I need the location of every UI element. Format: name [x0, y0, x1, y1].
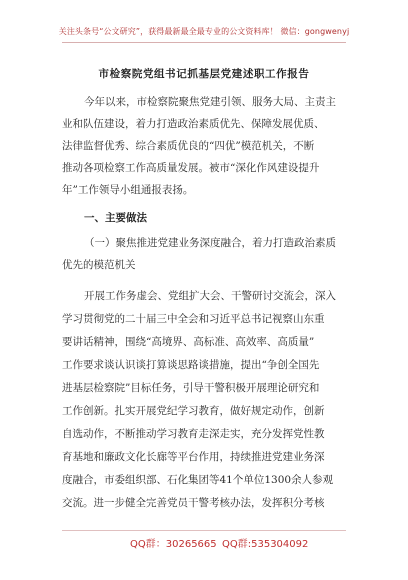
body-line: 工作创新。扎实开展党纪学习教育，做好规定动作，创新 [62, 405, 325, 417]
intro-line: 法律监督优秀、综合素质优良的“四优”模范机关，不断 [62, 140, 315, 152]
intro-line: 年”工作领导小组通报表扬。 [62, 184, 194, 196]
body-line: 开展工作务虚会、党组扩大会、干警研讨交流会，深入 [84, 290, 336, 302]
body-line: 度融合，市委组织部、石化集团等41个单位1300余人参观 [62, 474, 334, 486]
header-divider [62, 42, 346, 43]
footer-qq-group-1: QQ群：30265665 [130, 539, 217, 550]
body-line: 自选动作，不断推动学习教育走深走实，充分发挥党性教 [62, 428, 325, 440]
section-heading: 一、主要做法 [84, 212, 147, 224]
body-line: 交流。进一步健全完善党员干警考核办法，发挥积分考核 [62, 497, 325, 509]
body-line: 学习贯彻党的二十届三中全会和习近平总书记视察山东重 [62, 313, 325, 325]
document-title: 市检察院党组书记抓基层党建述职工作报告 [98, 68, 310, 80]
footer-divider [62, 530, 346, 531]
body-line: 育基地和廉政文化长廊等平台作用，持续推进党建业务深 [62, 451, 325, 463]
body-line: 工作要求谈认识谈打算谈思路谈措施，提出“争创全国先 [62, 359, 320, 371]
intro-line: 推动各项检察工作高质量发展。被市“深化作风建设提升 [62, 162, 320, 174]
intro-line: 业和队伍建设，着力打造政治素质优先、保障发展优质、 [62, 118, 325, 130]
subsection-line: （一）聚焦推进党建业务深度融合，着力打造政治素质 [84, 237, 336, 249]
footer-qq-group-2: QQ群:535304092 [222, 539, 309, 550]
intro-line: 今年以来，市检察院聚焦党建引领、服务大局、主责主 [84, 96, 336, 108]
subsection-line: 优先的模范机关 [62, 259, 136, 271]
body-line: 要讲话精神，围绕“高境界、高标准、高效率、高质量” [62, 336, 315, 348]
body-line: 进基层检察院”目标任务，引导干警积极开展理论研究和 [62, 382, 320, 394]
header-banner: 关注头条号“公文研究”，获得最新最全最专业的公文资料库！ 微信：gongwenyj [58, 27, 350, 36]
